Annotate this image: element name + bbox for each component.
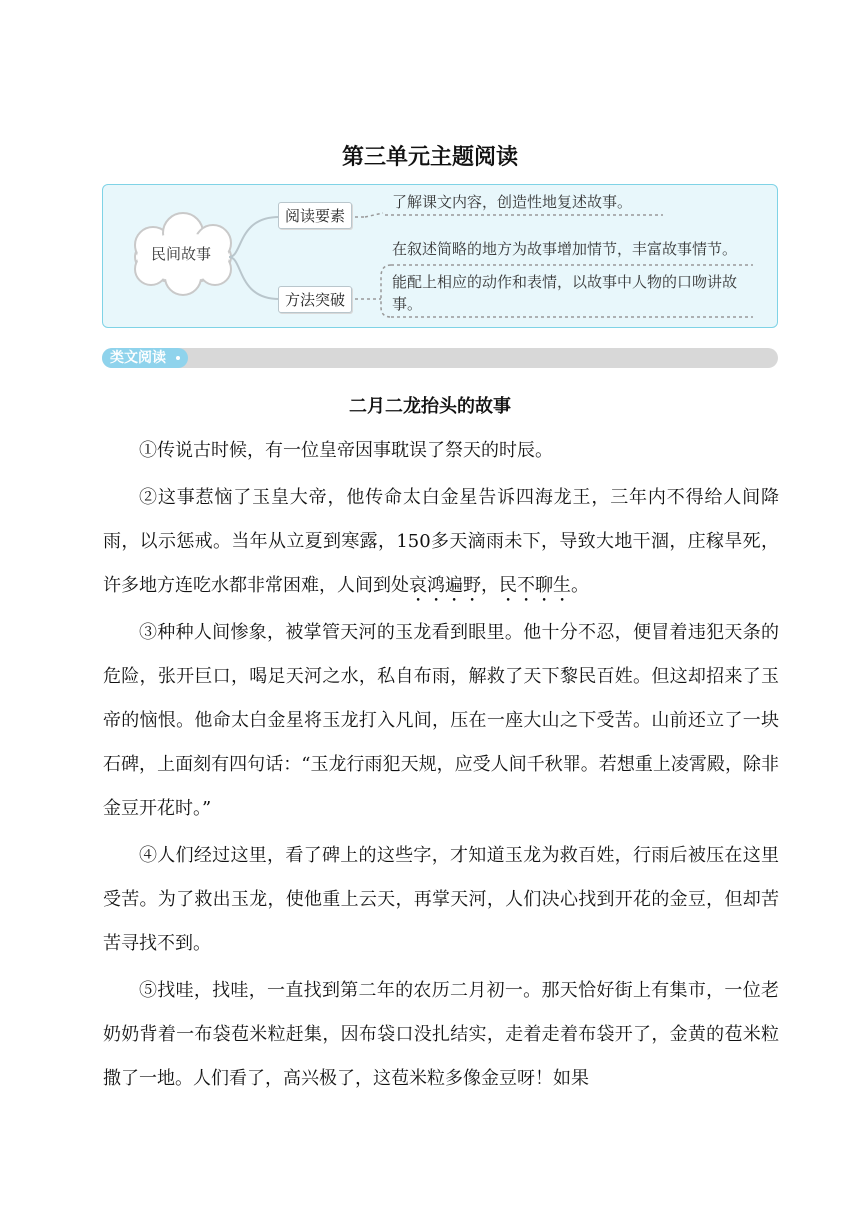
section-tag-label: 类文阅读: [110, 350, 166, 366]
section-divider: [102, 348, 778, 368]
section-tag-dot: [176, 356, 180, 360]
emphasized-phrase: 哀鸿遍野，民不聊生: [409, 575, 571, 596]
paragraph-2-text: ②这事惹恼了玉皇大帝，他传命太白金星告诉四海龙王，三年内不得给人间降雨，以示惩戒。当年从立夏到寒露，150多天滴雨未下，导致大地干涸，庄稼旱死，许多地方连吃水都非常困难，人间到处: [103, 487, 779, 596]
article-title: 二月二龙抬头的故事: [349, 396, 511, 417]
article-body: [103, 429, 779, 1104]
paragraph-3: ③种种人间惨象，被掌管天河的玉龙看到眼里。他十分不忍，便冒着违犯天条的危险，张开巨口，喝足天河之水，私自布雨，解救了天下黎民百姓。但这却招来了玉帝的恼恨。他命太白金星将玉龙打入凡间，压在一座大山之下受苦。山前还立了一块石碑，上面刻有四句话：“玉龙行雨犯天规，应受人间千秋罪。若想重上凌霄殿，除非金豆开花时。”: [103, 622, 779, 819]
branch-1-item-1: 了解课文内容，创造性地复述故事。: [392, 193, 633, 211]
paragraph-2-end: 。: [571, 575, 589, 596]
branch-reading-elements: 阅读要素: [278, 202, 352, 229]
branch-2-item-1: 在叙述简略的地方为故事增加情节，丰富故事情节。: [392, 240, 738, 258]
page-title: 第三单元主题阅读: [341, 145, 518, 170]
branch-2-item-2: 能配上相应的动作和表情，以故事中人物的口吻讲故事。: [392, 273, 738, 313]
paragraph-5: ⑤找哇，找哇，一直找到第二年的农历二月初一。那天恰好街上有集市，一位老奶奶背着一布袋苞米粒赶集，因布袋口没扎结实，走着走着布袋开了，金黄的苞米粒撒了一地。人们看了，高兴极了，这苞米粒多像金豆呀！如果: [103, 980, 779, 1089]
branch-method-breakthrough: 方法突破: [278, 286, 352, 313]
paragraph-2: [103, 476, 779, 608]
paragraph-4: ④人们经过这里，看了碑上的这些字，才知道玉龙为救百姓，行雨后被压在这里受苦。为了救出玉龙，使他重上云天，再掌天河，人们决心找到开花的金豆，但却苦苦寻找不到。: [103, 845, 779, 954]
section-tag: [102, 348, 188, 368]
paragraph-1: ①传说古时候，有一位皇帝因事耽误了祭天的时辰。: [139, 440, 553, 461]
mindmap-center-label: 民间故事: [150, 245, 211, 263]
